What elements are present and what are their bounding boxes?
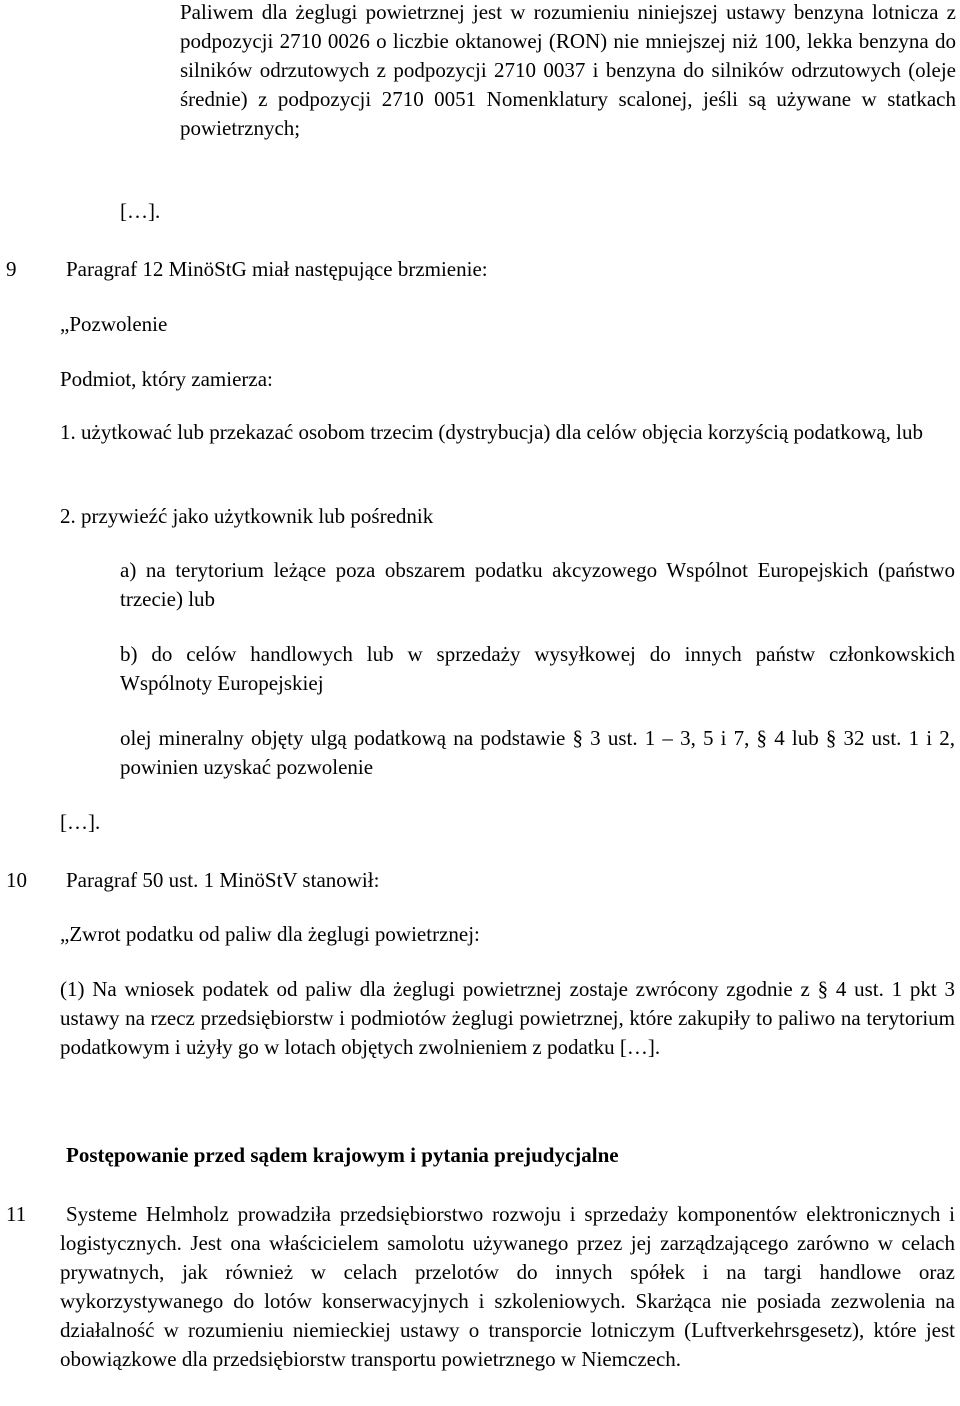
subject-line: Podmiot, który zamierza: [60,367,273,391]
paragraph-10-intro: Paragraf 50 ust. 1 MinöStV stanowił: [66,868,380,892]
conclusion: olej mineralny objęty ulgą podatkową na podstawie § 3 ust. 1 – 3, 5 i 7, § 4 lub § 32 ust. 1 i 2, powinien uzyskać pozwolenie [120,726,955,779]
paragraph-10-text: (1) Na wniosek podatek od paliw dla żeglugi powietrznej zostaje zwrócony zgodnie z § 4 ust. 1 pkt 3 ustawy na rzecz przedsiębiorstw i podmiotów żeglugi powietrznej, które zakupiły to paliwo na terytorium podatkowym i użyły go w lotach objętych zwolnieniem z podatku […]. [60,977,955,1059]
item-2: 2. przywieźć jako użytkownik lub pośrednik [60,504,434,528]
item-a: a) na terytorium leżące poza obszarem podatku akcyzowego Wspólnot Europejskich (państwo trzecie) lub [120,558,955,611]
paragraph-number-11: 11 [6,1202,27,1226]
paragraph-number-10: 10 [6,868,27,892]
quote-title-zwrot: „Zwrot podatku od paliw dla żeglugi powietrznej: [60,922,480,946]
item-b: b) do celów handlowych lub w sprzedaży wysyłkowej do innych państw członkowskich Wspólnoty Europejskiej [120,642,955,695]
paragraph-11-text: Systeme Helmholz prowadziła przedsiębiorstwo rozwoju i sprzedaży komponentów elektronicznych i logistycznych. Jest ona właścicielem samolotu używanego przez jej zarządzającego zarówno w celach prywatnych, jak również w celach przelotów do innych spółek i na targi handlowe oraz wykorzystywanego do lotów konserwacyjnych i szkoleniowych. Skarżąca nie posiada zezwolenia na działalność w rozumieniu niemieckiej ustawy o transporcie lotniczym (Luftverkehrsgesetz), które jest obowiązkowe dla przedsiębiorstw transportu powietrznego w Niemczech. [60,1202,955,1371]
paragraph-9-intro: Paragraf 12 MinöStG miał następujące brzmienie: [66,257,488,281]
fuel-definition: Paliwem dla żeglugi powietrznej jest w rozumieniu niniejszej ustawy benzyna lotnicza z podpozycji 2710 0026 o liczbie oktanowej (RON) nie mniejszej niż 100, lekka benzyna do silników odrzutowych z podpozycji 2710 0037 i benzyna do silników odrzutowych (oleje średnie) z podpozycji 2710 0051 Nomenklatury scalonej, jeśli są używane w statkach powietrznych; [180,0,956,140]
paragraph-number-9: 9 [6,257,17,281]
quote-title-pozwolenie: „Pozwolenie [60,312,168,336]
ellipsis-marker: […]. [120,199,161,223]
item-1: 1. użytkować lub przekazać osobom trzecim (dystrybucja) dla celów objęcia korzyścią podatkową, lub [60,420,924,444]
section-heading: Postępowanie przed sądem krajowym i pytania prejudycjalne [66,1143,619,1167]
ellipsis-marker: […]. [60,810,101,834]
